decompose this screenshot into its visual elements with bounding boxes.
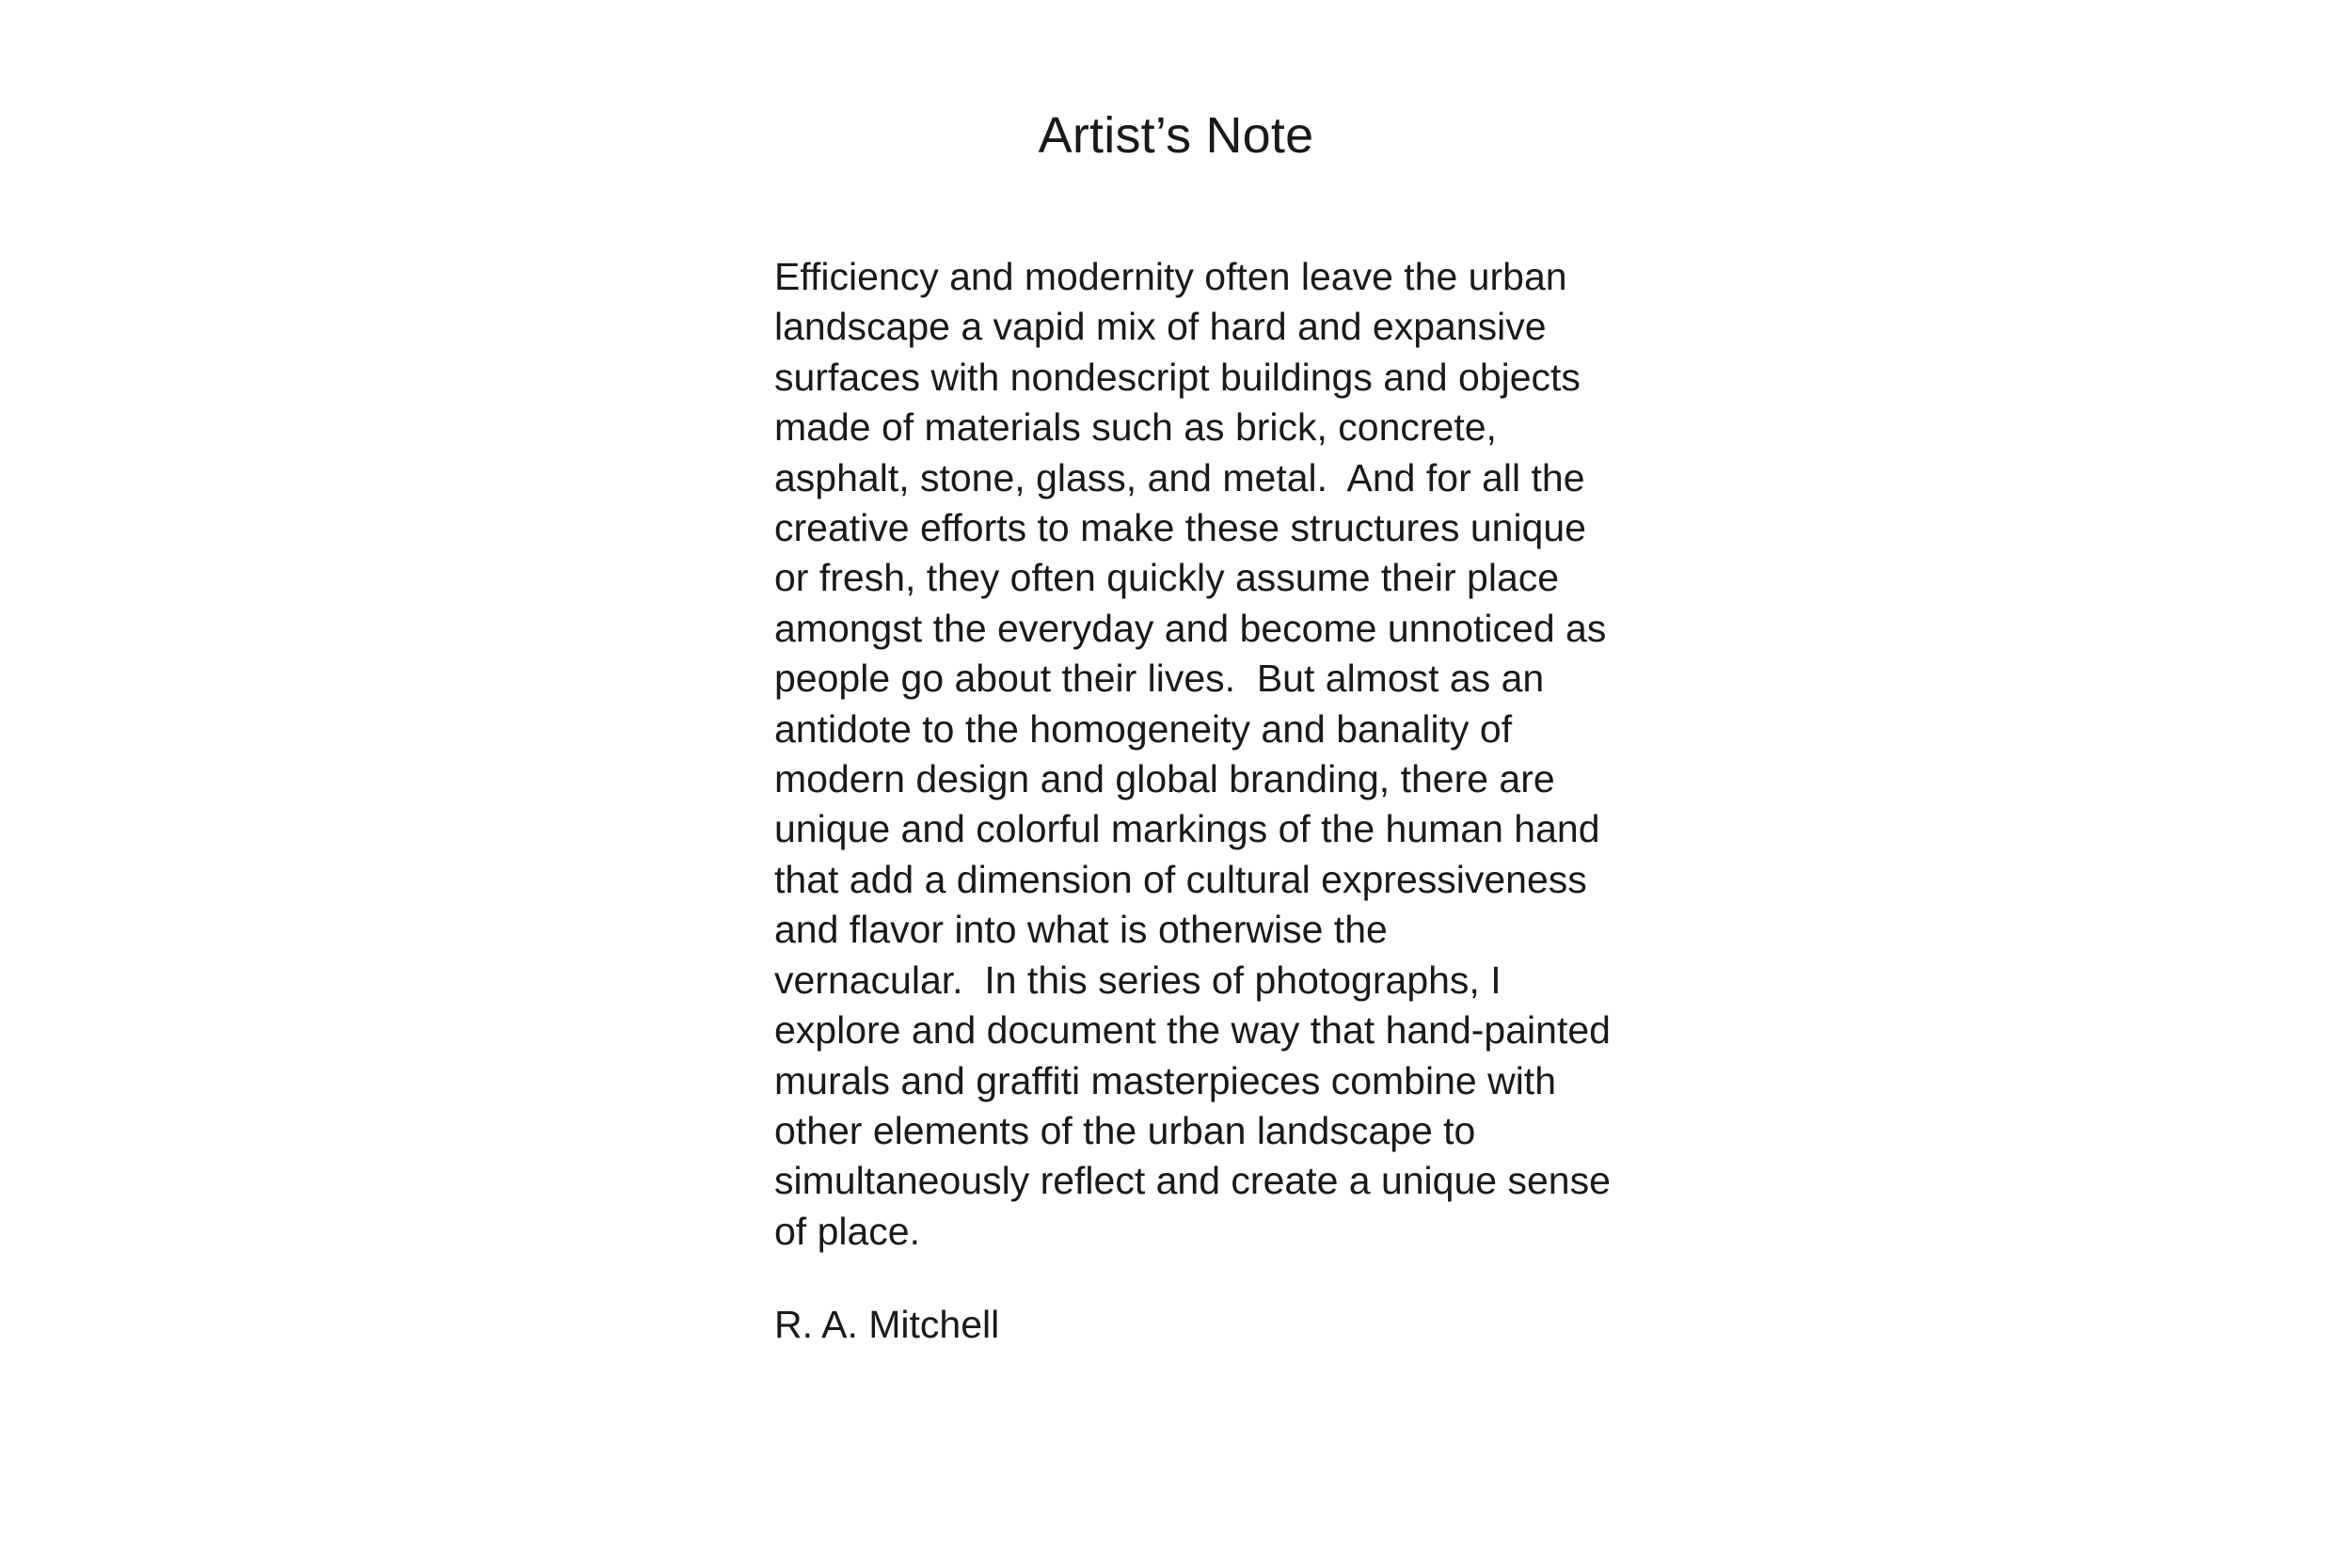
body-line: surfaces with nondescript buildings and objects — [774, 355, 1581, 399]
body-line: or fresh, they often quickly assume their place — [774, 556, 1560, 600]
artist-note-body — [774, 252, 1677, 1257]
body-line: Efficiency and modernity often leave the urban — [774, 255, 1567, 298]
body-line: other elements of the urban landscape to — [774, 1108, 1476, 1152]
author-signature: R. A. Mitchell — [774, 1303, 1000, 1346]
body-line: of place. — [774, 1209, 920, 1253]
body-line: vernacular. In this series of photographs, I — [774, 958, 1502, 1002]
body-line: made of materials such as brick, concrete, — [774, 405, 1497, 450]
body-line: murals and graffiti masterpieces combine with — [774, 1058, 1556, 1102]
body-line: simultaneously reflect and create a unique sense — [774, 1159, 1611, 1203]
body-line: unique and colorful markings of the human hand — [774, 807, 1600, 851]
body-line: that add a dimension of cultural expressiveness — [774, 857, 1587, 901]
body-line: explore and document the way that hand-painted — [774, 1008, 1611, 1053]
body-line: asphalt, stone, glass, and metal. And for all the — [774, 455, 1585, 499]
body-line: and flavor into what is otherwise the — [774, 908, 1388, 952]
body-line: antidote to the homogeneity and banality of — [774, 706, 1513, 751]
body-line: creative efforts to make these structures unique — [774, 506, 1586, 550]
body-line: people go about their lives. But almost as an — [774, 657, 1545, 701]
page-title: Artist’s Note — [1038, 107, 1314, 164]
body-line: amongst the everyday and become unnoticed as — [774, 606, 1607, 650]
body-line: modern design and global branding, there are — [774, 757, 1555, 801]
body-line: landscape a vapid mix of hard and expansive — [774, 305, 1547, 349]
